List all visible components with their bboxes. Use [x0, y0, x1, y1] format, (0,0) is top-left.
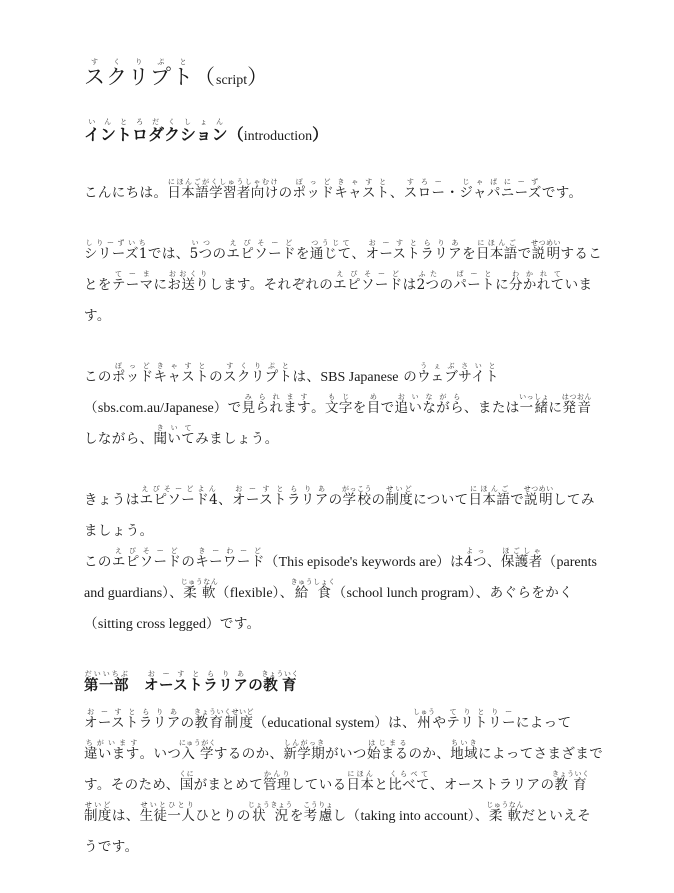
furigana-word: オーストラリアおーすとらりあ — [365, 239, 463, 262]
furigana-word: スクリプトすくりぷと — [84, 58, 194, 89]
furigana-word: 説明せつめい — [531, 239, 562, 262]
english-gloss: flexible — [229, 586, 273, 601]
english-gloss: SBS Japanese — [320, 370, 399, 385]
furigana-word: 制度せいど — [385, 485, 414, 508]
furigana-word: 日本にほん — [346, 770, 375, 793]
furigana-word: ポッドキャストぽっどきゃすと — [292, 178, 390, 201]
furigana-word: 国くに — [179, 770, 195, 793]
furigana-word: 説明せつめい — [523, 485, 554, 508]
furigana-word: 日本語にほんご — [468, 485, 511, 508]
furigana-word: エピソード4えぴそーどよん — [139, 485, 219, 508]
furigana-word: スクリプトすくりぷと — [223, 362, 293, 385]
furigana-word: 比べてくらべて — [388, 770, 430, 793]
furigana-word: 日本語学習者向けにほんごがくしゅうしゃむけ — [167, 178, 279, 201]
furigana-word: 違いますちがいます — [84, 739, 140, 762]
furigana-word: 考慮こうりょ — [303, 801, 334, 824]
furigana-word: 状況じょうきょう — [247, 801, 293, 824]
furigana-word: パートぱーと — [453, 270, 496, 293]
furigana-word: 聞いてきいて — [153, 424, 196, 447]
english-gloss: sitting cross legged — [97, 617, 207, 632]
furigana-word: テリトリーてりとりー — [446, 708, 516, 731]
furigana-word: 2つふた — [416, 270, 440, 293]
intro-paragraph-website: このポッドキャストぽっどきゃすとのスクリプトすくりぷとは、SBS Japanese のウェブサイトうぇぶさいと（sbs.com.au/Japanese）で見られますみられます。文字もじを目めで追いながらおいながら、または一緒いっしょに発音はつおんしながら、聞いてきいてみましょう。 — [84, 362, 592, 447]
furigana-word: 教育きょういく — [261, 670, 299, 694]
english-gloss: script — [216, 73, 248, 88]
english-gloss: introduction — [243, 129, 313, 144]
introduction-heading: イントロダクションいんとろだくしょん（introduction） — [84, 118, 329, 144]
furigana-word: 管理かんり — [263, 770, 291, 793]
furigana-word: 発音はつおん — [561, 393, 592, 416]
furigana-word: オーストラリアおーすとらりあ — [84, 708, 181, 731]
english-gloss: sbs.com.au/Japanese — [97, 401, 214, 416]
furigana-word: テーマてーま — [111, 270, 154, 293]
intro-paragraph-episode: きょうはエピソード4えぴそーどよん、オーストラリアおーすとらりあの学校がっこうの制度せいどについて日本語にほんごで説明せつめいしてみましょう。 — [84, 485, 595, 539]
furigana-word: 給食きゅうしょく — [290, 578, 336, 601]
furigana-word: 第一部だいいちぶ — [84, 670, 129, 694]
furigana-word: 柔軟じゅうなん — [486, 801, 524, 824]
furigana-word: 目め — [366, 393, 381, 416]
furigana-word: オーストラリアおーすとらりあ — [144, 670, 249, 694]
english-gloss: educational system — [267, 716, 375, 731]
furigana-word: ポッドキャストぽっどきゃすと — [111, 362, 210, 385]
furigana-word: イントロダクションいんとろだくしょん — [84, 118, 228, 144]
english-gloss: This episode's keywords are — [278, 555, 437, 570]
furigana-word: 地域ちいき — [450, 739, 479, 762]
intro-paragraph-greeting: こんにちは。日本語学習者向けにほんごがくしゅうしゃむけのポッドキャストぽっどきゃすと、スローすろー・ジャパニーズじゃぱにーずです。 — [84, 178, 583, 201]
furigana-word: 分かれてわかれて — [508, 270, 565, 293]
furigana-word: 通じてつうじて — [309, 239, 352, 262]
furigana-word: オーストラリアおーすとらりあ — [232, 485, 329, 508]
furigana-word: 5ついつ — [189, 239, 213, 262]
furigana-word: 入学にゅうがく — [178, 739, 217, 762]
furigana-word: 追いながらおいながら — [394, 393, 465, 416]
document-page — [84, 58, 604, 893]
furigana-word: キーワードきーわーど — [195, 547, 265, 570]
furigana-word: 一緒いっしょ — [519, 393, 550, 416]
script-title: スクリプトすくりぷと（script） — [84, 58, 270, 89]
furigana-word: ウェブサイトうぇぶさいと — [417, 362, 500, 385]
furigana-word: 制度せいど — [84, 801, 112, 824]
furigana-word: 新学期しんがっき — [283, 739, 326, 762]
furigana-word: 生徒一人せいとひとり — [139, 801, 196, 824]
english-gloss: school lunch program — [346, 586, 469, 601]
furigana-word: 日本語にほんご — [475, 239, 518, 262]
furigana-word: 4つよっ — [464, 547, 487, 570]
furigana-word: エピソードえぴそーど — [111, 547, 182, 570]
furigana-word: エピソードえぴそーど — [333, 270, 403, 293]
furigana-word: 見られますみられます — [241, 393, 312, 416]
furigana-word: 始まるはじまる — [366, 739, 409, 762]
part1-heading: 第一部だいいちぶ オーストラリアおーすとらりあの教育きょういく — [84, 670, 299, 694]
furigana-word: お送りおおくり — [167, 270, 210, 293]
furigana-word: シリーズ1しりーずいち — [84, 239, 148, 262]
furigana-word: 文字もじ — [324, 393, 353, 416]
furigana-word: 保護者ほごしゃ — [500, 547, 543, 570]
furigana-word: スローすろー — [403, 178, 446, 201]
english-gloss: taking into account — [360, 809, 468, 824]
english-gloss: parents and guardians — [84, 555, 597, 601]
furigana-word: 柔軟じゅうなん — [180, 578, 219, 601]
furigana-word: ジャパニーズじゃぱにーず — [459, 178, 542, 201]
furigana-word: 学校がっこう — [342, 485, 372, 508]
furigana-word: 州しゅう — [412, 708, 436, 731]
furigana-word: 教育きょういく — [551, 770, 590, 793]
furigana-word: 教育制度きょういくせいど — [193, 708, 254, 731]
intro-paragraph-series: シリーズ1しりーずいちでは、5ついつのエピソードえぴそーどを通じてつうじて、オーストラリアおーすとらりあを日本語にほんごで説明せつめいすることをテーマてーまにお送りおおくりします。それぞれのエピソードえぴそーどは2つふたのパートぱーとに分かれてわかれています。 — [84, 239, 603, 324]
part1-paragraph: オーストラリアおーすとらりあの教育制度きょういくせいど（educational system）は、州しゅうやテリトリーてりとりーによって違いますちがいます。いつ入学にゅうがくするのか、新学期しんがっきがいつ始まるはじまるのか、地域ちいきによってさまざまです。そのため、国くにがまとめて管理かんりしている日本にほんと比べてくらべて、オーストラリアの教育きょういく制度せいどは、生徒一人せいとひとりひとりの状況じょうきょうを考慮こうりょし（taking into account）、柔軟じゅうなんだといえそうです。 — [84, 708, 604, 855]
furigana-word: エピソードえぴそーど — [226, 239, 296, 262]
intro-paragraph-keywords: このエピソードえぴそーどのキーワードきーわーど（This episode's keywords are）は4つよっ、保護者ほごしゃ（parents and guardians）、柔軟じゅうなん（flexible）、給食きゅうしょく（school lunch program）、あぐらをかく（sitting cross legged）です。 — [84, 547, 597, 632]
